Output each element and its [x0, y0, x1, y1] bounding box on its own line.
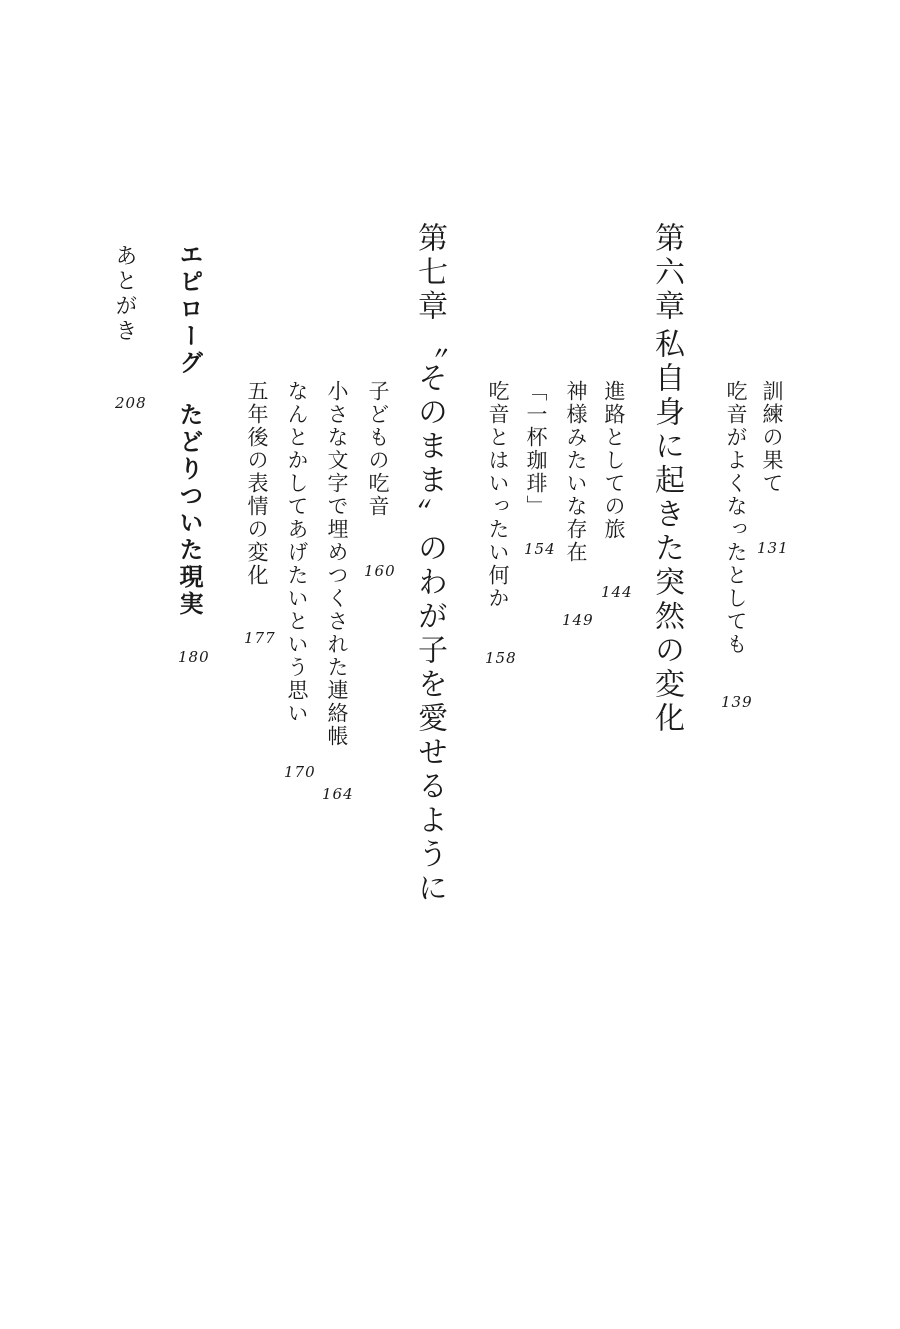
toc-entry-title: 訓練の果て [760, 380, 784, 495]
epilogue-label: エピローグ [175, 242, 203, 377]
toc-entry-title: 吃音がよくなったとしても [724, 380, 748, 656]
toc-entry-page: 139 [721, 693, 753, 711]
afterword-title: あとがき [112, 244, 137, 344]
toc-entry-page: 149 [562, 611, 594, 629]
epilogue-page: 180 [178, 648, 210, 666]
toc-entry-title: 五年後の表情の変化 [245, 380, 269, 587]
epilogue-title: たどりついた現実 [175, 402, 203, 618]
toc-entry-title: 「一杯珈琲」 [524, 380, 548, 518]
toc-entry-page: 170 [284, 763, 316, 781]
toc-entry-page: 131 [757, 539, 789, 557]
toc-entry-title: 神様みたいな存在 [564, 380, 588, 564]
chapter-label: 第七章 [412, 222, 447, 324]
toc-entry-title: 小さな文字で埋めつくされた連絡帳 [325, 380, 349, 748]
chapter-label: 第六章 [649, 222, 684, 324]
toc-entry-page: 177 [244, 629, 276, 647]
chapter-title: 〝そのまま〟のわが子を愛せるように [412, 328, 447, 906]
toc-entry-title: なんとかしてあげたいという思い [285, 380, 309, 725]
toc-entry-page: 154 [524, 540, 556, 558]
toc-entry-title: 吃音とはいったい何か [486, 380, 510, 610]
toc-entry-page: 160 [364, 562, 396, 580]
chapter-title: 私自身に起きた突然の変化 [649, 328, 684, 736]
toc-entry-page: 164 [322, 785, 354, 803]
toc-entry-page: 158 [485, 649, 517, 667]
toc-entry-title: 進路としての旅 [602, 380, 626, 541]
toc-entry-page: 144 [601, 583, 633, 601]
toc-entry-title: 子どもの吃音 [366, 380, 390, 518]
afterword-page: 208 [115, 394, 147, 412]
